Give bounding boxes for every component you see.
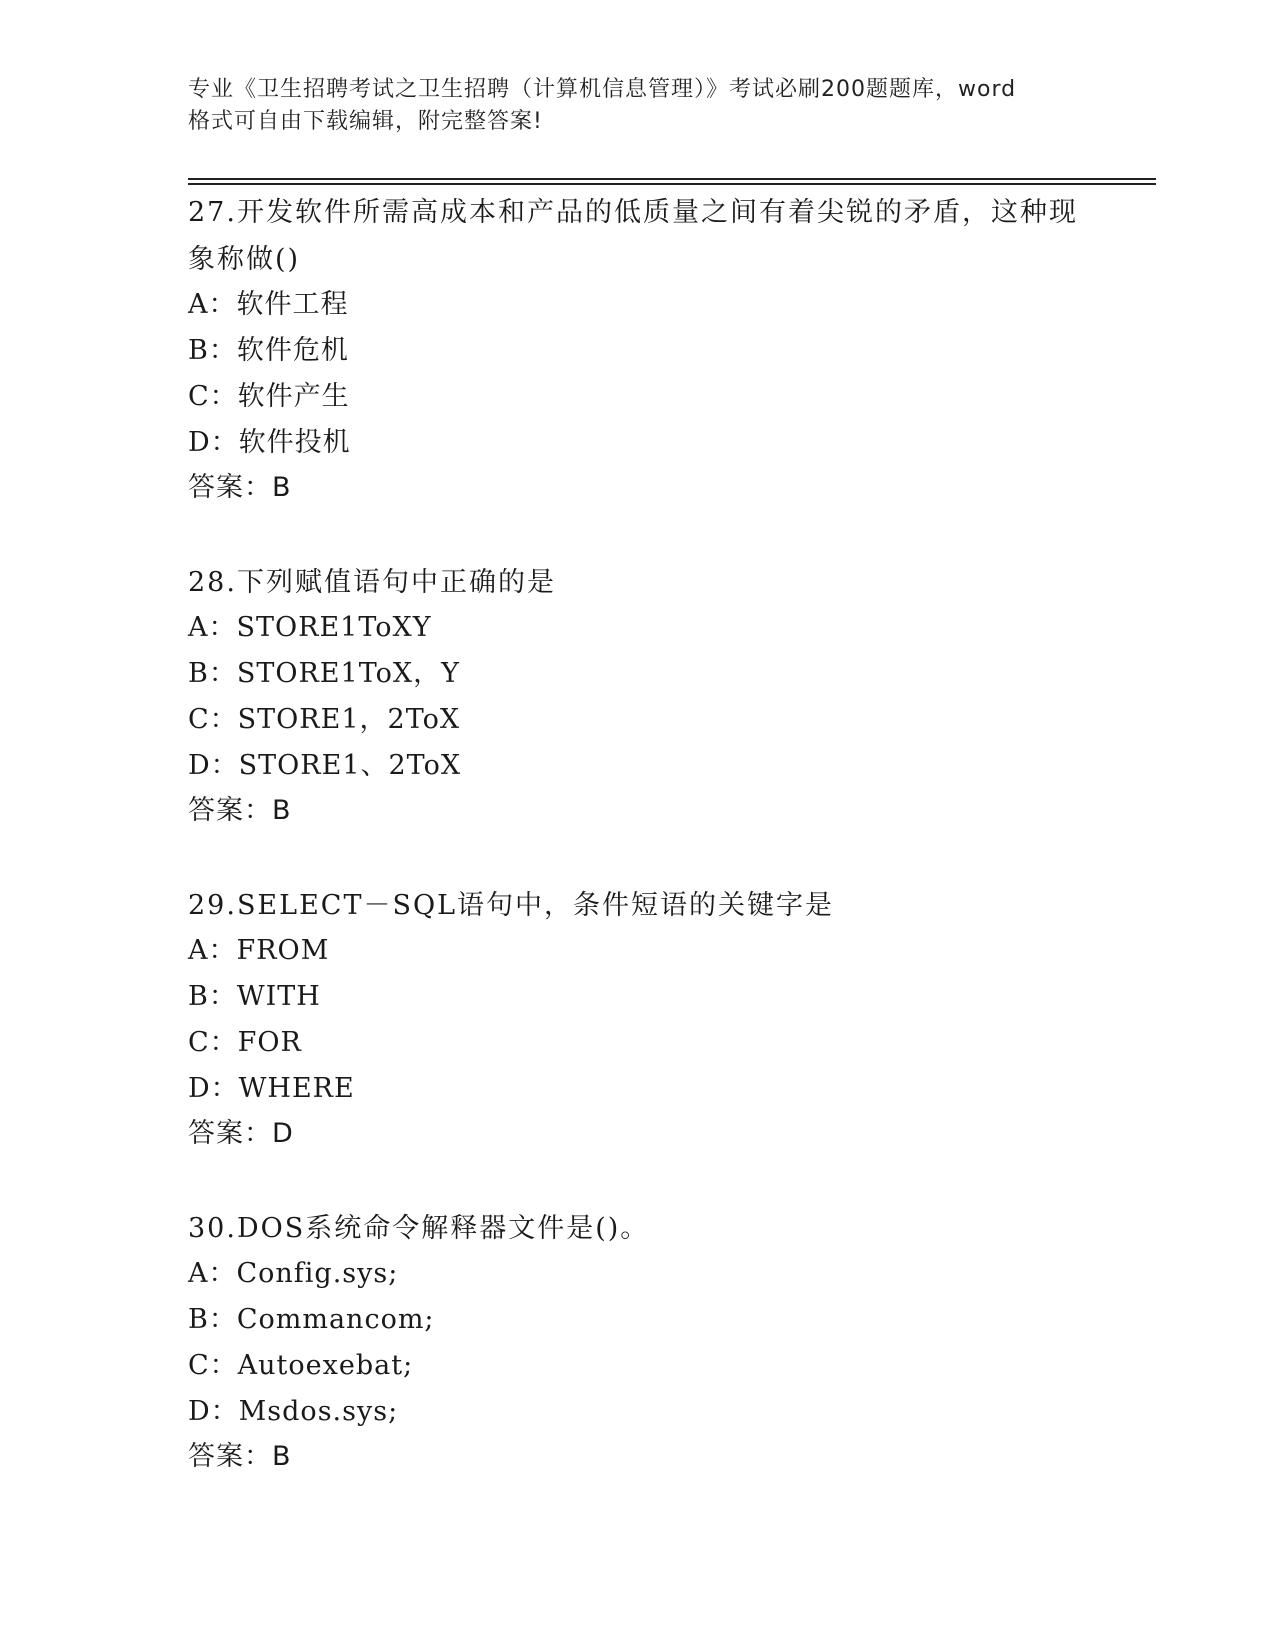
header-line-2: 格式可自由下载编辑，附完整答案! — [188, 109, 543, 134]
answer-line: 答案：B — [188, 472, 292, 503]
option-d: D：WHERE — [188, 1073, 355, 1104]
question-27 — [188, 188, 1088, 510]
option-a: A：Config.sys; — [188, 1258, 399, 1289]
answer-line: 答案：D — [188, 1118, 294, 1149]
option-a: A：STORE1ToXY — [188, 612, 432, 643]
question-stem: 29.SELECT－SQL语句中，条件短语的关键字是 — [188, 890, 835, 921]
option-c: C：Autoexebat; — [188, 1350, 414, 1381]
option-c: C：软件产生 — [188, 381, 350, 412]
option-d: D：Msdos.sys; — [188, 1396, 399, 1427]
option-d: D：STORE1、2ToX — [188, 750, 462, 781]
question-stem: 28.下列赋值语句中正确的是 — [188, 567, 556, 598]
option-b: B：WITH — [188, 981, 321, 1012]
option-b: B：Commancom; — [188, 1304, 435, 1335]
option-b: B：STORE1ToX，Y — [188, 658, 460, 689]
question-stem: 27.开发软件所需高成本和产品的低质量之间有着尖锐的矛盾，这种现 — [188, 197, 1078, 228]
header-divider-top — [188, 178, 1156, 180]
document-header — [188, 74, 1118, 138]
question-30 — [188, 1204, 1088, 1479]
header-line-1: 专业《卫生招聘考试之卫生招聘（计算机信息管理）》考试必刷200题题库，word — [188, 77, 1017, 102]
answer-line: 答案：B — [188, 795, 292, 826]
option-d: D：软件投机 — [188, 427, 351, 458]
option-b: B：软件危机 — [188, 335, 349, 366]
question-list — [188, 188, 1088, 1479]
answer-line: 答案：B — [188, 1441, 292, 1472]
question-stem: 30.DOS系统命令解释器文件是()。 — [188, 1213, 650, 1244]
header-divider-bottom — [188, 183, 1156, 185]
option-c: C：FOR — [188, 1027, 302, 1058]
option-c: C：STORE1，2ToX — [188, 704, 461, 735]
option-a: A：软件工程 — [188, 289, 349, 320]
option-a: A：FROM — [188, 935, 330, 966]
question-28 — [188, 558, 1088, 833]
question-stem-continued: 象称做() — [188, 244, 301, 275]
question-29 — [188, 881, 1088, 1156]
